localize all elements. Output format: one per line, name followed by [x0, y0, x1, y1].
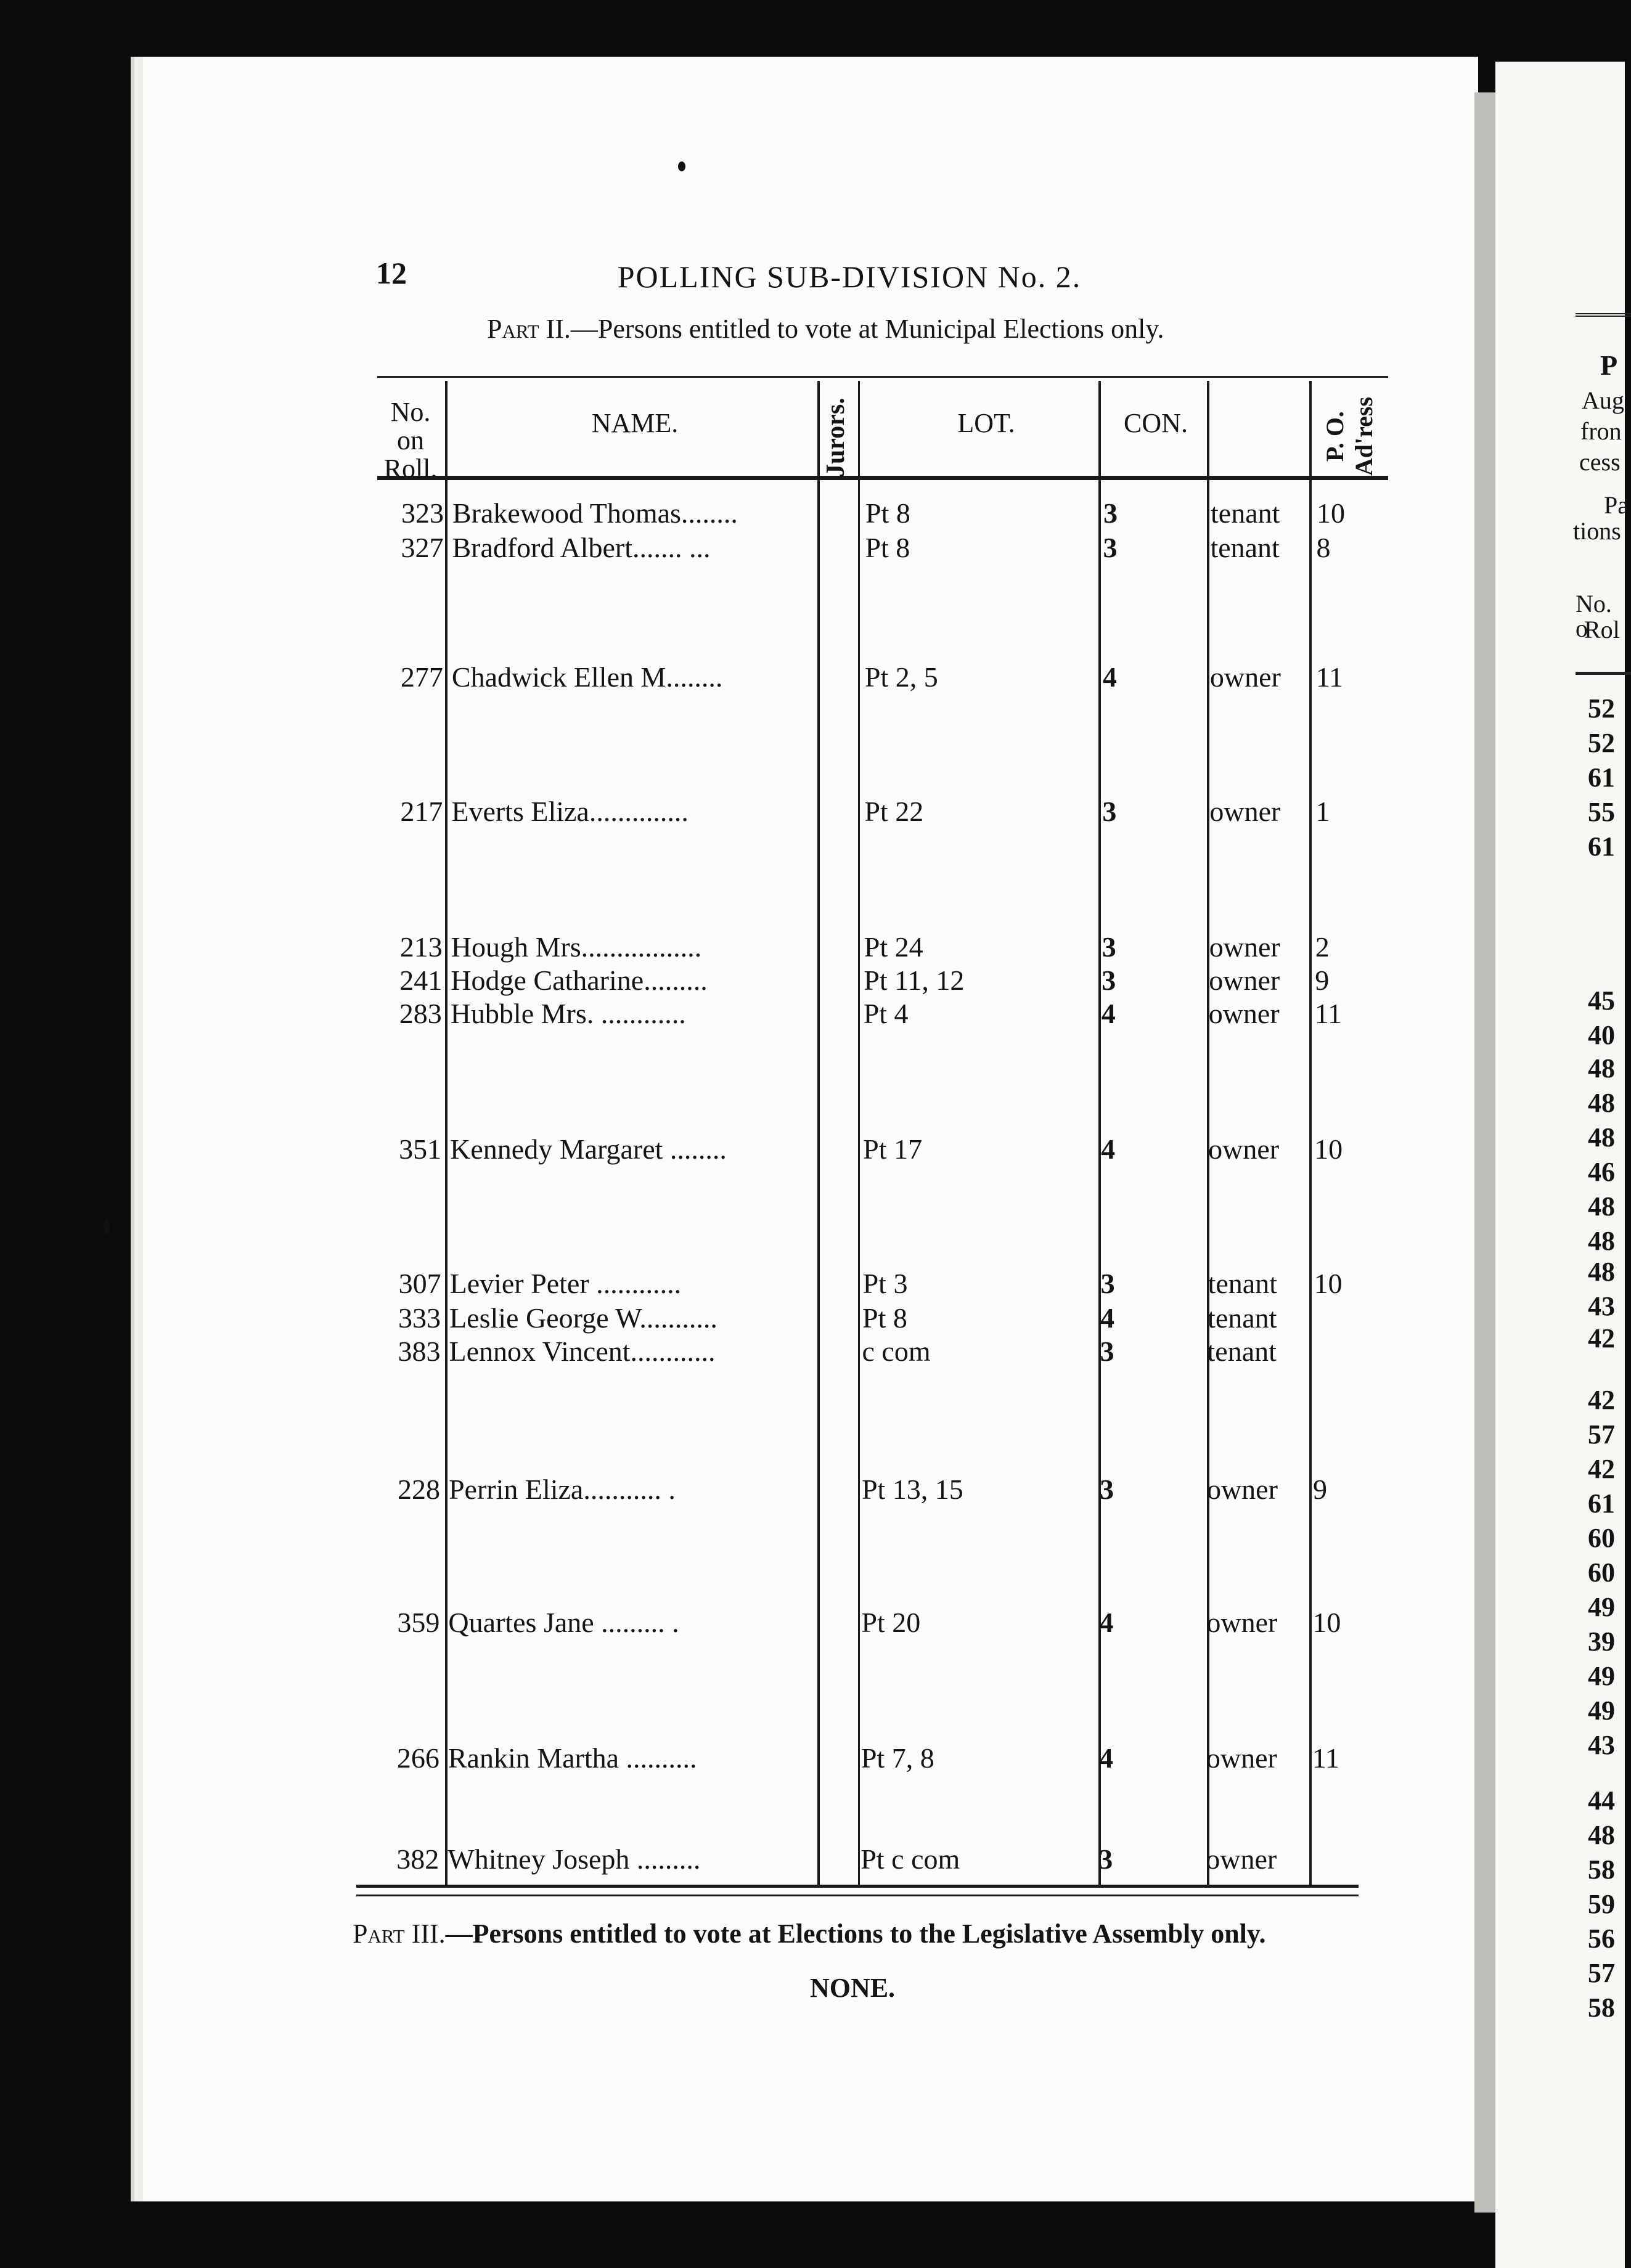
po-address-value: 9 [1315, 965, 1330, 996]
status-value: owner [1209, 661, 1281, 693]
page-edge [1474, 92, 1495, 2213]
page-number: 12 [376, 256, 407, 290]
po-address-value: 8 [1316, 532, 1331, 563]
voter-name: Chadwick Ellen M........ [451, 661, 723, 693]
po-address-value: 10 [1314, 1268, 1343, 1299]
lot-value: Pt 17 [863, 1133, 923, 1165]
roll-number: 228 [397, 1474, 440, 1505]
status-value: tenant [1211, 497, 1280, 529]
none-label: NONE. [809, 1973, 896, 2003]
adjacent-roll-number: 55 [1588, 797, 1615, 827]
adjacent-fragment: fron [1580, 417, 1622, 445]
po-address-value: 10 [1317, 497, 1345, 529]
adjacent-roll-number: 61 [1588, 1488, 1615, 1519]
adjacent-roll-number: 59 [1588, 1889, 1615, 1919]
adjacent-roll-number: 57 [1588, 1958, 1615, 1988]
adjacent-roll-number: 46 [1588, 1157, 1615, 1187]
roll-number: 283 [399, 998, 442, 1029]
adjacent-roll-number: 43 [1588, 1291, 1615, 1321]
part-ii-heading [487, 313, 1164, 345]
column-header-name: NAME. [591, 408, 679, 438]
adjacent-roll-number: 48 [1588, 1191, 1615, 1222]
roll-number: 383 [398, 1336, 441, 1367]
status-value: tenant [1207, 1336, 1277, 1367]
adjacent-fragment: No. o [1576, 590, 1612, 642]
con-value: 3 [1103, 532, 1118, 563]
con-value: 4 [1099, 1607, 1114, 1638]
status-value: owner [1206, 1474, 1278, 1505]
adjacent-fragment: cess [1579, 448, 1621, 476]
con-value: 4 [1102, 661, 1117, 693]
adjacent-roll-number: 49 [1588, 1695, 1615, 1726]
adjacent-roll-number: 48 [1588, 1820, 1615, 1850]
adjacent-roll-number: 52 [1588, 728, 1615, 758]
adjacent-roll-number: 45 [1588, 985, 1615, 1016]
voter-name: Perrin Eliza........... . [448, 1474, 676, 1505]
adjacent-roll-number: 60 [1588, 1523, 1615, 1553]
column-header-no-on-roll: No. on Roll. [383, 397, 438, 484]
roll-number: 351 [399, 1133, 442, 1165]
status-value: owner [1209, 931, 1280, 963]
adjacent-rule [1576, 672, 1631, 675]
po-address-value: 10 [1314, 1133, 1343, 1165]
lot-value: Pt 7, 8 [860, 1742, 934, 1774]
adjacent-roll-number: 48 [1588, 1088, 1615, 1118]
lot-value: Pt 13, 15 [861, 1474, 963, 1505]
lot-value: Pt 3 [862, 1268, 908, 1299]
document-page [131, 57, 1478, 2201]
po-address-value: 11 [1314, 998, 1342, 1029]
voter-name: Hodge Catharine......... [451, 965, 708, 996]
po-address-value: 10 [1312, 1607, 1341, 1638]
status-value: tenant [1208, 1302, 1277, 1334]
adjacent-fragment: P [1600, 349, 1618, 381]
adjacent-roll-number: 49 [1588, 1661, 1615, 1691]
adjacent-roll-number: 48 [1588, 1257, 1615, 1287]
roll-number: 213 [399, 931, 443, 963]
adjacent-roll-number: 56 [1588, 1923, 1615, 1954]
table-bottom-rule [356, 1885, 1359, 1888]
status-value: owner [1208, 1133, 1280, 1165]
lot-value: Pt 24 [864, 931, 923, 963]
lot-value: Pt 8 [865, 532, 910, 563]
roll-number: 359 [397, 1607, 440, 1638]
po-address-value: 2 [1315, 931, 1330, 963]
part-ii-text: —Persons entitled to vote at Municipal Elections only. [570, 314, 1164, 344]
lot-value: Pt 4 [863, 998, 909, 1029]
roll-number: 277 [400, 661, 443, 693]
column-header-lot: LOT. [957, 408, 1015, 438]
voter-name: Rankin Martha .......... [448, 1742, 697, 1774]
adjacent-page [1495, 62, 1629, 2268]
adjacent-roll-number: 42 [1588, 1385, 1615, 1415]
roll-number: 382 [396, 1843, 439, 1875]
con-value: 3 [1098, 1843, 1113, 1875]
part-iii-text: —Persons entitled to vote at Elections to the Legislative Assembly only. [445, 1919, 1266, 1949]
voter-name: Leslie George W........... [449, 1302, 717, 1334]
roll-number: 241 [399, 965, 443, 996]
con-value: 4 [1101, 1133, 1116, 1165]
po-address-value: 11 [1315, 661, 1344, 693]
part-iii-label: Part III. [353, 1919, 446, 1949]
status-value: owner [1206, 1607, 1278, 1638]
lot-value: Pt 8 [862, 1302, 907, 1334]
voter-name: Brakewood Thomas........ [452, 497, 738, 529]
voter-name: Levier Peter ............ [449, 1268, 682, 1299]
voter-name: Kennedy Margaret ........ [450, 1133, 727, 1165]
adjacent-roll-number: 61 [1588, 762, 1615, 793]
adjacent-roll-number: 48 [1588, 1226, 1615, 1256]
adjacent-roll-number: 57 [1588, 1419, 1615, 1450]
adjacent-roll-number: 60 [1588, 1557, 1615, 1588]
part-ii-label: Part II. [487, 314, 571, 344]
con-value: 3 [1102, 931, 1116, 963]
adjacent-roll-number: 61 [1588, 831, 1615, 862]
status-value: owner [1208, 998, 1280, 1029]
column-divider [445, 381, 448, 1885]
con-value: 4 [1100, 1302, 1115, 1334]
roll-number: 323 [401, 497, 444, 529]
adjacent-roll-number: 58 [1588, 1993, 1615, 2023]
column-header-po-address: P. O. Ad'ress [1321, 396, 1378, 476]
column-divider [858, 381, 860, 1885]
status-value: tenant [1208, 1268, 1277, 1299]
status-value: owner [1209, 796, 1281, 827]
column-divider [817, 381, 820, 1885]
adjacent-roll-number: 49 [1588, 1592, 1615, 1622]
po-address-value: 9 [1312, 1474, 1327, 1505]
column-header-con: CON. [1124, 408, 1188, 438]
roll-number: 266 [396, 1742, 439, 1774]
status-value: tenant [1210, 532, 1280, 563]
adjacent-fragment: Pa [1604, 491, 1629, 519]
adjacent-fragment: Rol [1584, 616, 1620, 643]
con-value: 4 [1101, 998, 1116, 1029]
status-value: owner [1209, 965, 1280, 996]
adjacent-roll-number: 43 [1588, 1730, 1615, 1760]
adjacent-roll-number: 42 [1588, 1323, 1615, 1353]
lot-value: Pt 20 [861, 1607, 921, 1638]
voter-name: Everts Eliza.............. [451, 796, 689, 827]
adjacent-fragment: tions [1573, 517, 1621, 545]
lot-value: c com [862, 1336, 931, 1367]
roll-number: 333 [398, 1302, 441, 1334]
table-bottom-rule [356, 1895, 1359, 1896]
status-value: owner [1206, 1843, 1277, 1875]
con-value: 3 [1100, 1336, 1114, 1367]
roll-number: 217 [400, 796, 443, 827]
voter-name: Bradford Albert....... ... [452, 532, 711, 563]
adjacent-roll-number: 44 [1588, 1785, 1615, 1816]
roll-number: 307 [398, 1268, 441, 1299]
con-value: 4 [1098, 1742, 1113, 1774]
part-iii-heading [353, 1918, 1265, 1949]
voter-name: Lennox Vincent............ [449, 1336, 716, 1367]
adjacent-roll-number: 48 [1588, 1122, 1615, 1152]
po-address-value: 1 [1315, 796, 1330, 827]
status-value: owner [1206, 1742, 1277, 1774]
ink-speck [678, 161, 685, 171]
column-header-jurors: Jurors. [822, 398, 850, 477]
po-address-value: 11 [1312, 1742, 1340, 1774]
table-header-rule [377, 476, 1388, 480]
column-divider [1309, 381, 1312, 1885]
adjacent-roll-number: 48 [1588, 1053, 1615, 1083]
adjacent-roll-number: 52 [1588, 693, 1615, 724]
con-value: 3 [1102, 796, 1117, 827]
roll-number: 327 [401, 532, 444, 563]
lot-value: Pt 11, 12 [864, 965, 965, 996]
voter-name: Whitney Joseph ......... [448, 1843, 701, 1875]
adjacent-fragment: Aug [1582, 386, 1624, 414]
lot-value: Pt 2, 5 [864, 661, 938, 693]
adjacent-roll-number: 58 [1588, 1854, 1615, 1885]
lot-value: Pt 8 [865, 497, 910, 529]
voter-name: Hubble Mrs. ............ [450, 998, 686, 1029]
table-top-rule [377, 376, 1388, 378]
page-title: POLLING SUB-DIVISION No. 2. [617, 259, 1082, 294]
lot-value: Pt c com [860, 1843, 960, 1875]
voter-name: Quartes Jane ......... . [448, 1607, 679, 1638]
con-value: 3 [1100, 1268, 1115, 1299]
adjacent-roll-number: 40 [1588, 1020, 1615, 1050]
con-value: 3 [1103, 497, 1118, 529]
con-value: 3 [1102, 965, 1116, 996]
con-value: 3 [1099, 1474, 1114, 1505]
adjacent-rule [1576, 313, 1631, 317]
adjacent-roll-number: 42 [1588, 1454, 1615, 1484]
adjacent-roll-number: 39 [1588, 1626, 1615, 1657]
lot-value: Pt 22 [864, 796, 924, 827]
voter-name: Hough Mrs................. [451, 931, 702, 963]
ink-speck [104, 1219, 110, 1234]
